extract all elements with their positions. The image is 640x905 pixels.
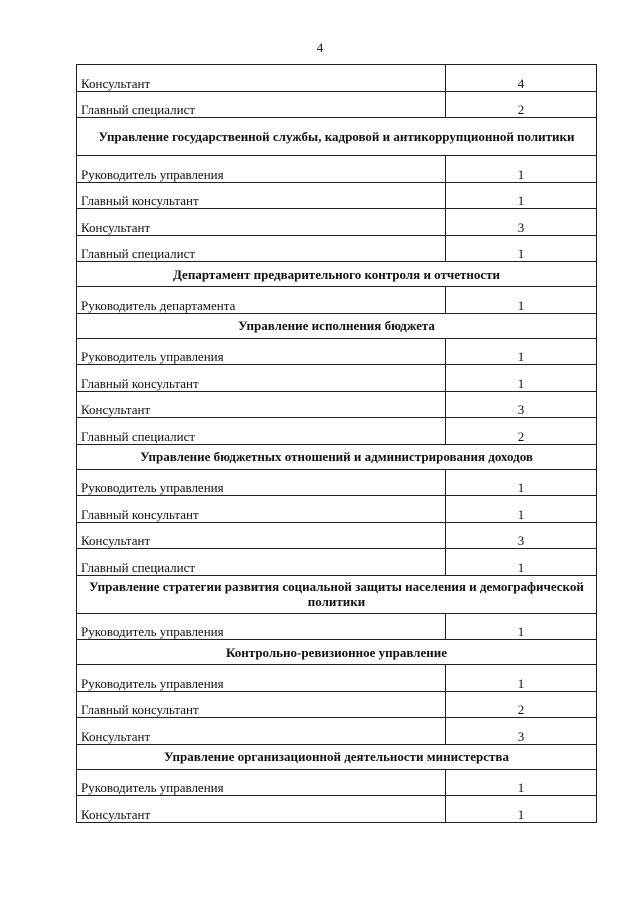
staff-table-body [77, 65, 597, 823]
position-row [77, 235, 597, 262]
position-name: Главный специалист [77, 549, 446, 576]
section-header-title: Контрольно-ревизионное управление [77, 640, 597, 665]
position-row [77, 338, 597, 365]
position-count: 1 [446, 469, 597, 496]
position-count: 1 [446, 665, 597, 692]
position-name: Консультант [77, 209, 446, 236]
position-row [77, 65, 597, 92]
position-name: Консультант [77, 796, 446, 823]
position-count: 1 [446, 365, 597, 392]
section-header-title: Департамент предварительного контроля и отчетности [77, 262, 597, 287]
position-name: Руководитель управления [77, 613, 446, 640]
position-count: 1 [446, 287, 597, 314]
position-row [77, 91, 597, 118]
staff-table [76, 64, 597, 823]
position-name: Консультант [77, 522, 446, 549]
position-row [77, 522, 597, 549]
position-name: Консультант [77, 391, 446, 418]
section-header-row [77, 444, 597, 469]
position-count: 1 [446, 769, 597, 796]
position-row [77, 496, 597, 523]
section-header-title: Управление исполнения бюджета [77, 313, 597, 338]
section-header-title: Управление организационной деятельности министерства [77, 744, 597, 769]
section-header-title: Управление бюджетных отношений и администрирования доходов [77, 444, 597, 469]
position-row [77, 769, 597, 796]
position-count: 1 [446, 235, 597, 262]
section-header-row [77, 118, 597, 156]
position-row [77, 613, 597, 640]
position-count: 2 [446, 91, 597, 118]
position-name: Главный специалист [77, 91, 446, 118]
position-name: Главный консультант [77, 365, 446, 392]
position-count: 4 [446, 65, 597, 92]
position-row [77, 209, 597, 236]
position-count: 3 [446, 209, 597, 236]
section-header-row [77, 640, 597, 665]
section-header-row [77, 313, 597, 338]
position-count: 1 [446, 496, 597, 523]
position-name: Руководитель управления [77, 338, 446, 365]
position-name: Руководитель управления [77, 665, 446, 692]
position-name: Консультант [77, 718, 446, 745]
position-count: 1 [446, 156, 597, 183]
position-name: Руководитель управления [77, 769, 446, 796]
position-row [77, 418, 597, 445]
position-name: Главный консультант [77, 496, 446, 523]
position-count: 3 [446, 522, 597, 549]
section-header-row [77, 744, 597, 769]
section-header-title: Управление государственной службы, кадровой и антикоррупционной политики [77, 118, 597, 156]
position-row [77, 796, 597, 823]
position-name: Главный консультант [77, 691, 446, 718]
position-row [77, 182, 597, 209]
position-row [77, 469, 597, 496]
position-name: Главный специалист [77, 418, 446, 445]
position-name: Руководитель управления [77, 156, 446, 183]
position-row [77, 391, 597, 418]
position-row [77, 718, 597, 745]
section-header-row [77, 262, 597, 287]
position-count: 2 [446, 691, 597, 718]
section-header-title: Управление стратегии развития социальной защиты населения и демографической политики [77, 575, 597, 613]
position-row [77, 156, 597, 183]
position-count: 3 [446, 718, 597, 745]
position-count: 1 [446, 549, 597, 576]
position-count: 3 [446, 391, 597, 418]
position-name: Руководитель управления [77, 469, 446, 496]
position-count: 1 [446, 338, 597, 365]
page-number: 4 [316, 40, 324, 55]
position-count: 1 [446, 796, 597, 823]
position-name: Руководитель департамента [77, 287, 446, 314]
position-row [77, 691, 597, 718]
position-name: Главный консультант [77, 182, 446, 209]
position-row [77, 365, 597, 392]
position-count: 2 [446, 418, 597, 445]
position-name: Главный специалист [77, 235, 446, 262]
section-header-row [77, 575, 597, 613]
position-row [77, 665, 597, 692]
position-count: 1 [446, 613, 597, 640]
position-row [77, 287, 597, 314]
position-row [77, 549, 597, 576]
position-count: 1 [446, 182, 597, 209]
position-name: Консультант [77, 65, 446, 92]
